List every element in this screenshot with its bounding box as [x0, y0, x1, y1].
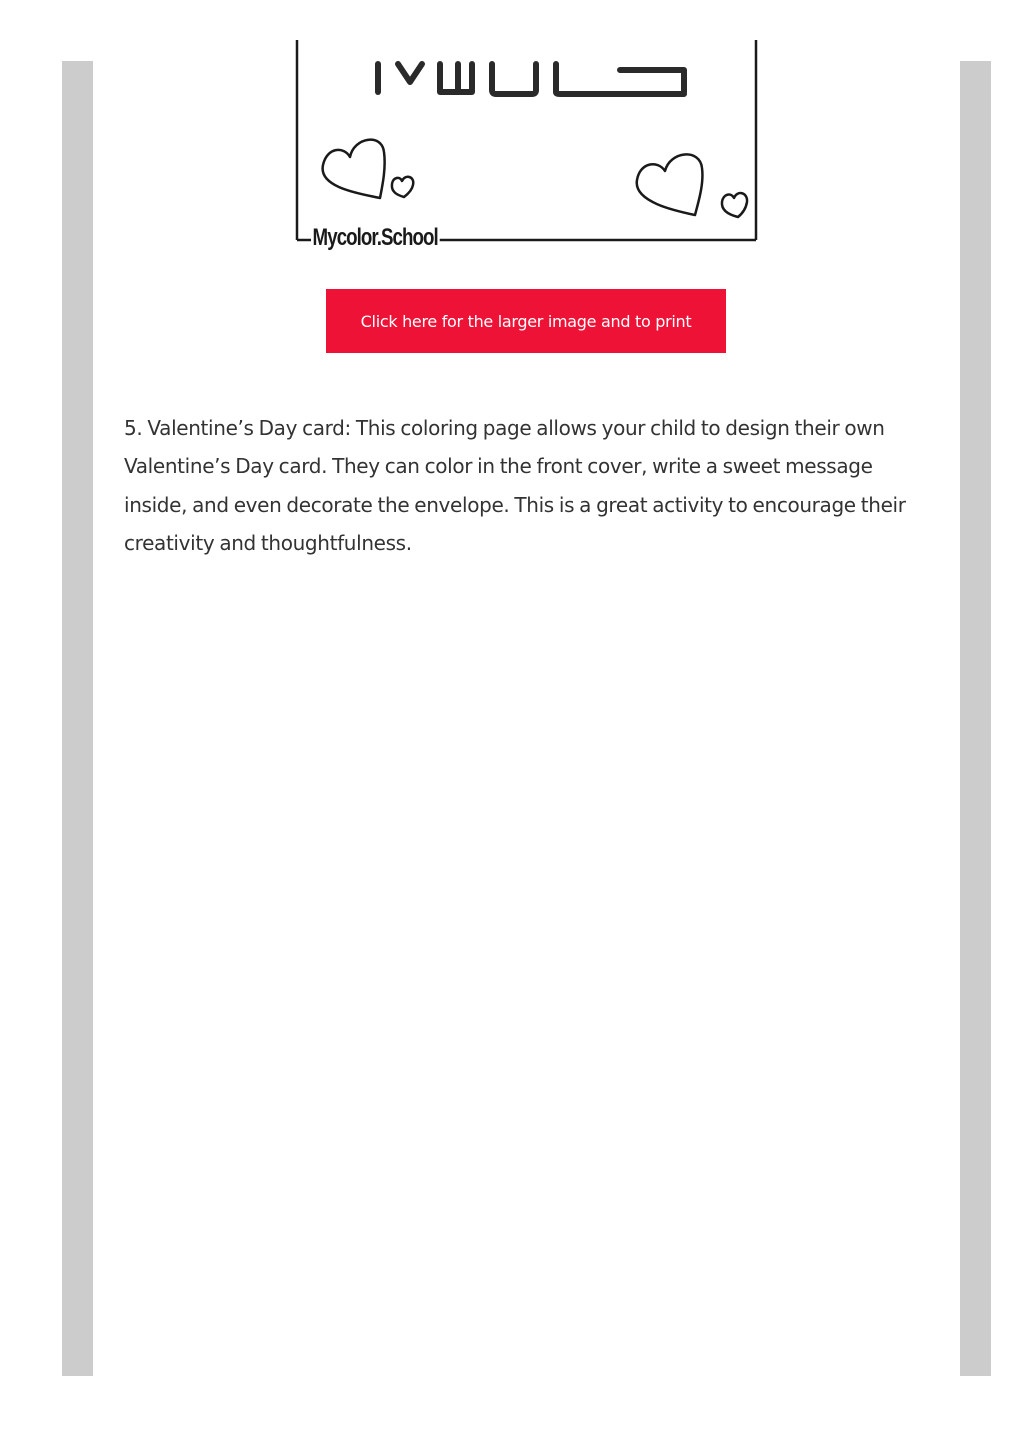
watermark-label: Mycolor.School [311, 222, 439, 254]
heart-outline-icon [637, 154, 703, 215]
title-lettering [378, 64, 684, 94]
heart-outline-icon [323, 140, 385, 198]
small-heart-outline-icon [392, 177, 413, 197]
small-heart-outline-icon [722, 193, 747, 217]
right-side-bar [960, 61, 991, 1376]
print-larger-image-button[interactable]: Click here for the larger image and to print [326, 289, 726, 353]
left-side-bar [62, 61, 93, 1376]
article-paragraph: 5. Valentine’s Day card: This coloring page allows your child to design their own Valentine’s Day card. They can color in the front cover, write a sweet message inside, and even decorate the envelope. This is a great activity to encourage their creativity and thoughtfulness. [124, 416, 906, 555]
